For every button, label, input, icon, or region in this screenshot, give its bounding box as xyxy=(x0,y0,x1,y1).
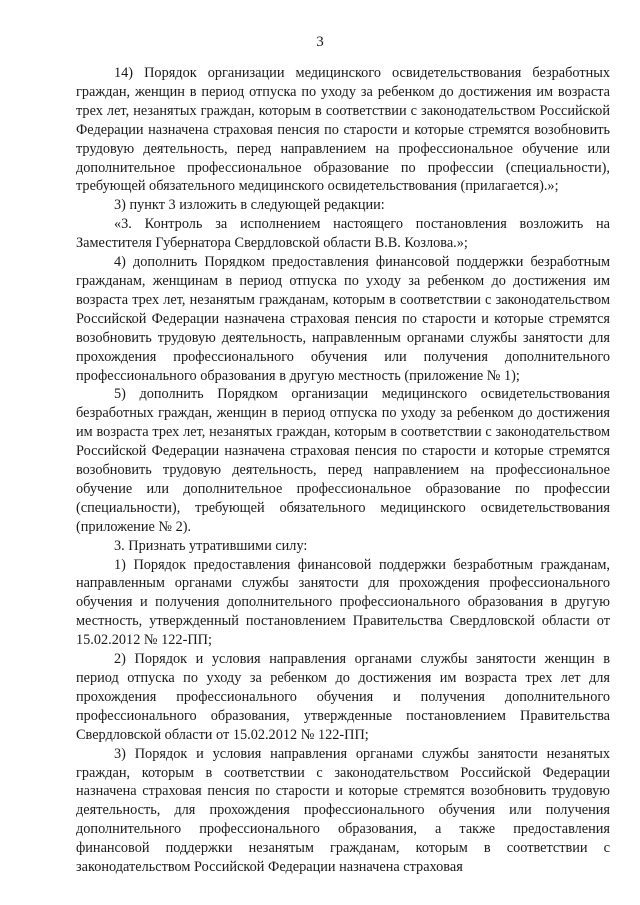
paragraph: 3. Признать утратившими силу: xyxy=(114,537,308,554)
paragraph: «3. Контроль за исполнением настоящего постановления возложить на Заместителя Губернатора Свердловской области В.В. Козлова.»; xyxy=(76,216,610,252)
document-body xyxy=(76,64,610,877)
paragraph: 2) Порядок и условия направления органами службы занятости женщин в период отпуска по уходу за ребенком до достижения им возраста трех лет для прохождения профессионального обучения и получения дополнительного профессионального образования, утвержденные постановлением Правительства Свердловской области от 15.02.2012 № 122-ПП; xyxy=(76,651,610,743)
paragraph: 14) Порядок организации медицинского освидетельствования безработных граждан, женщин в период отпуска по уходу за ребенком до достижения им возраста трех лет, незанятых граждан, которым в соответствии с законодательством Российской Федерации назначена страховая пенсия по старости и которые стремятся возобновить трудовую деятельность, перед направлением на профессиональное обучение или дополнительное профессиональное образование по профессии (специальности), требующей обязательного медицинского освидетельствования (прилагается).»; xyxy=(76,65,610,195)
paragraph: 1) Порядок предоставления финансовой поддержки безработным гражданам, направленным органами службы занятости для прохождения профессионального обучения и получения дополнительного профессионального образования в другую местность, утвержденный постановлением Правительства Свердловской области от 15.02.2012 № 122-ПП; xyxy=(76,556,610,649)
page-number: 3 xyxy=(316,34,324,50)
paragraph: 3) пункт 3 изложить в следующей редакции: xyxy=(114,197,385,214)
paragraph: 5) дополнить Порядком организации медицинского освидетельствования безработных граждан, женщин в период отпуска по уходу за ребенком до достижения им возраста трех лет, незанятых граждан, которым в соответствии с законодательством Российской Федерации назначена страховая пенсия по старости и которые стремятся возобновить трудовую деятельность, перед направлением на профессиональное обучение или дополнительное профессиональное образование по профессии (специальности), требующей обязательного медицинского освидетельствования (приложение № 2). xyxy=(76,386,610,535)
paragraph: 4) дополнить Порядком предоставления финансовой поддержки безработным гражданам, женщинам в период отпуска по уходу за ребенком до достижения им возраста трех лет, незанятым гражданам, которым в соответствии с законодательством Российской Федерации назначена страховая пенсия по старости и которые стремятся возобновить трудовую деятельность, направленным органами службы занятости для прохождения профессионального обучения или получения дополнительного профессионального образования в другую местность (приложение № 1); xyxy=(76,254,610,384)
paragraph: 3) Порядок и условия направления органами службы занятости незанятых граждан, которым в соответствии с законодательством Российской Федерации назначена страховая пенсия по старости и которые стремятся возобновить трудовую деятельность, для прохождения профессионального обучения или получения дополнительного профессионального образования, а также предоставления финансовой поддержки незанятым гражданам, которым в соответствии с законодательством Российской Федерации назначена страховая xyxy=(76,745,610,876)
